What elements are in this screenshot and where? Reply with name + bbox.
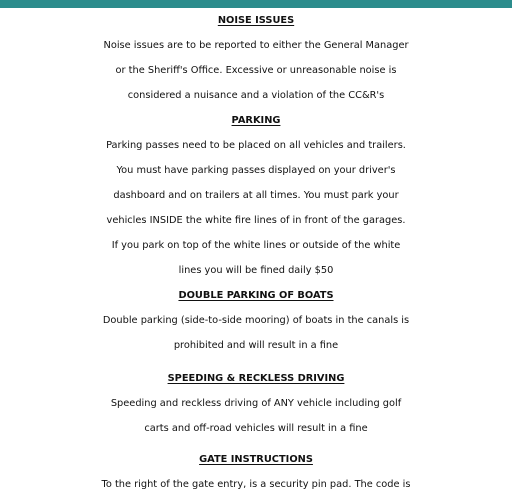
body-line: vehicles INSIDE the white fire lines of in front of the garages. — [106, 215, 406, 226]
body-line: dashboard and on trailers at all times. You must park your — [113, 190, 399, 201]
section-heading-speeding-reckless-driving: SPEEDING & RECKLESS DRIVING — [167, 373, 345, 384]
body-line: considered a nuisance and a violation of the CC&R's — [127, 90, 385, 101]
body-line: Speeding and reckless driving of ANY vehicle including golf — [110, 398, 402, 409]
body-line: You must have parking passes displayed on your driver's — [116, 165, 396, 176]
body-line: Noise issues are to be reported to either the General Manager — [103, 40, 409, 51]
body-line: lines you will be fined daily $50 — [178, 265, 334, 276]
section-heading-parking: PARKING — [231, 115, 281, 126]
section-heading-gate-instructions: GATE INSTRUCTIONS — [199, 454, 313, 465]
body-line: Double parking (side-to-side mooring) of boats in the canals is — [102, 315, 410, 326]
body-line: Parking passes need to be placed on all vehicles and trailers. — [106, 140, 406, 151]
section-spacer — [0, 358, 512, 366]
rules-document — [0, 8, 512, 497]
section-heading-noise-issues: NOISE ISSUES — [217, 15, 295, 26]
body-line: prohibited and will result in a fine — [173, 340, 339, 351]
section-heading-double-parking-of-boats: DOUBLE PARKING OF BOATS — [178, 290, 334, 301]
body-line: To the right of the gate entry, is a security pin pad. The code is — [101, 479, 411, 490]
body-line: or the Sheriff's Office. Excessive or unreasonable noise is — [115, 65, 397, 76]
body-line: If you park on top of the white lines or outside of the white — [111, 240, 401, 251]
top-accent-bar — [0, 0, 512, 8]
body-line: carts and off-road vehicles will result in a fine — [144, 423, 368, 434]
